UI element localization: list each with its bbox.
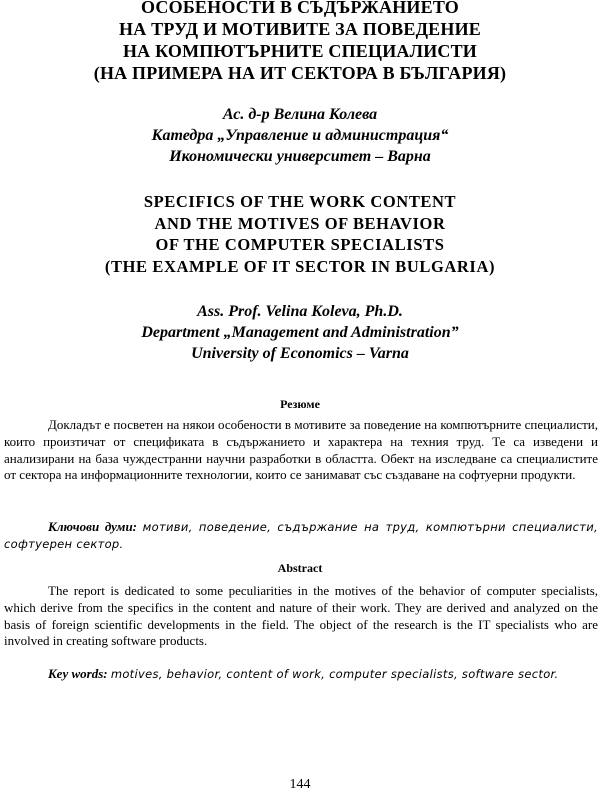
title-en-line: SPECIFICS OF THE WORK CONTENT (143, 192, 457, 211)
title-bulgarian (0, 0, 600, 84)
title-bg-line: НА ТРУД И МОТИВИТЕ ЗА ПОВЕДЕНИЕ (119, 19, 481, 39)
keywords-en-list: motives, behavior, content of work, computer specialists, software sector. (110, 667, 559, 681)
title-en-line: (THE EXAMPLE OF IT SECTOR IN BULGARIA) (104, 256, 496, 276)
keywords-en-label: Key words: (48, 666, 108, 681)
keywords-bg-list: мотиви, поведение, съдържание на труд, компютърни специалисти, софтуерен сектор. (4, 520, 599, 551)
title-en-line: AND THE MOTIVES OF BEHAVIOR (154, 213, 446, 233)
title-english (0, 191, 600, 277)
summary-bg-text: Докладът е посветен на някои особености в мотивите за поведение на компютърните специалисти, които произтичат от спецификата в съдържанието и характера на техния труд. Те са изведени и анализирани на база чуждестранни научни разработки в областта. Обект на изследване са специалистите от сектора на информационните технологии, които се занимават със създаване на софтуерни продукти. (4, 417, 598, 483)
abstract-en-heading: Abstract (277, 561, 323, 575)
author-en-department: Department „Management and Administration” (141, 324, 459, 341)
author-en-university: University of Economics – Varna (191, 345, 409, 362)
author-block-bulgarian (0, 104, 600, 167)
title-bg-line: ОСОБЕНОСТИ В СЪДЪРЖАНИЕТО (141, 0, 459, 17)
author-en-name: Ass. Prof. Velina Koleva, Ph.D. (197, 303, 403, 320)
page-number: 144 (289, 777, 311, 792)
author-bg-department: Катедра „Управление и администрация“ (151, 127, 449, 144)
summary-bg-keywords (4, 519, 598, 553)
keywords-bg-label: Ключови думи: (48, 519, 138, 534)
author-bg-university: Икономически университет – Варна (169, 148, 431, 165)
author-block-english (0, 301, 600, 364)
title-bg-line: НА КОМПЮТЪРНИТЕ СПЕЦИАЛИСТИ (122, 41, 478, 61)
summary-bg-heading: Резюме (280, 397, 320, 411)
title-bg-line: (НА ПРИМЕРА НА ИТ СЕКТОРА В БЪЛГАРИЯ) (93, 63, 507, 83)
abstract-en-keywords (4, 666, 598, 683)
author-bg-name: Ас. д-р Велина Колева (222, 106, 378, 123)
title-en-line: OF THE COMPUTER SPECIALISTS (155, 235, 445, 254)
abstract-en-text: The report is dedicated to some peculiarities in the motives of the behavior of computer specialists, which derive from the specifics in the content and nature of their work. They are derived and analyzed on the basis of foreign scientific developments in the field. The object of the research is the IT specialists who are involved in creating software products. (4, 583, 598, 649)
